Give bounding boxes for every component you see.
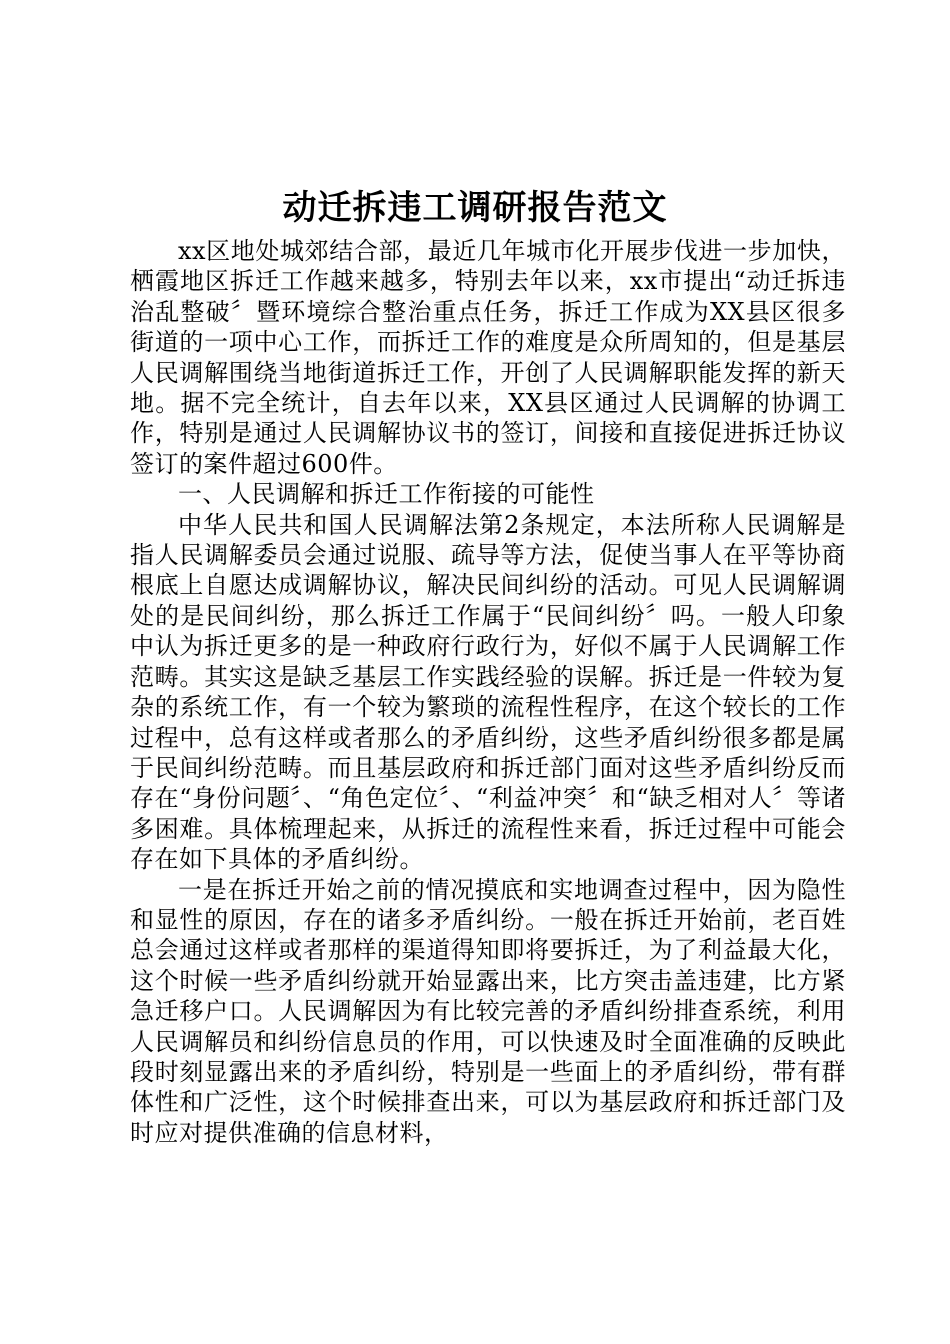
document-body — [130, 236, 846, 1148]
paragraph-law-article: 中华人民共和国人民调解法第2条规定，本法所称人民调解是指人民调解委员会通过说服、疏导等方法，促使当事人在平等协商根底上自愿达成调解协议，解决民间纠纷的活动。可见人民调解调处的是民间纠纷，那么拆迁工作属于“民间纠纷〞吗。一般人印象中认为拆迁更多的是一种政府行政行为，好似不属于人民调解工作范畴。其实这是缺乏基层工作实践经验的误解。拆迁是一件较为复杂的系统工作，有一个较为繁琐的流程性程序，在这个较长的工作过程中，总有这样或者那么的矛盾纠纷，这些矛盾纠纷很多都是属于民间纠纷范畴。而且基层政府和拆迁部门面对这些矛盾纠纷反而存在“身份问题〞、“角色定位〞、“利益冲突〞和“缺乏相对人〞等诸多困难。具体梳理起来，从拆迁的流程性来看，拆迁过程中可能会存在如下具体的矛盾纠纷。 — [130, 510, 846, 874]
document-title: 动迁拆违工调研报告范文 — [282, 188, 668, 228]
paragraph-intro: xx区地处城郊结合部，最近几年城市化开展步伐进一步加快，栖霞地区拆迁工作越来越多，特别去年以来，xx市提出“动迁拆违治乱整破〞暨环境综合整治重点任务，拆迁工作成为XX县区很多街道的一项中心工作，而拆迁工作的难度是众所周知的，但是基层人民调解围绕当地街道拆迁工作，开创了人民调解职能发挥的新天地。据不完全统计，自去年以来，XX县区通过人民调解的协调工作，特别是通过人民调解协议书的签订，间接和直接促进拆迁协议签订的案件超过600件。 — [130, 237, 846, 478]
paragraph-first-point: 一是在拆迁开始之前的情况摸底和实地调查过程中，因为隐性和显性的原因，存在的诸多矛盾纠纷。一般在拆迁开始前，老百姓总会通过这样或者那样的渠道得知即将要拆迁，为了利益最大化，这个时候一些矛盾纠纷就开始显露出来，比方突击盖违建，比方紧急迁移户口。人民调解因为有比较完善的矛盾纠纷排查系统，利用人民调解员和纠纷信息员的作用，可以快速及时全面准确的反映此段时刻显露出来的矛盾纠纷，特别是一些面上的矛盾纠纷，带有群体性和广泛性，这个时候排查出来，可以为基层政府和拆迁部门及时应对提供准确的信息材料， — [130, 875, 846, 1147]
section-heading-1: 一、人民调解和拆迁工作衔接的可能性 — [178, 480, 595, 509]
